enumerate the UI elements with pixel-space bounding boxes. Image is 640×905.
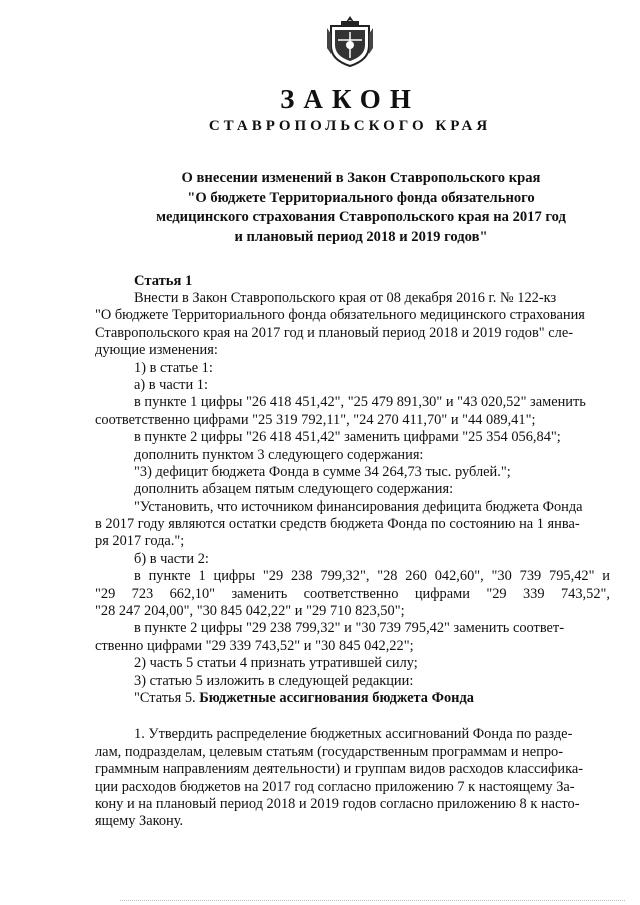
text-line: 1. Утвердить распределение бюджетных ассигнований Фонда по разде-: [134, 726, 573, 743]
text-line: Ставропольского края на 2017 год и плановый период 2018 и 2019 годов" сле-: [95, 324, 574, 341]
text-line: Внести в Закон Ставропольского края от 08 декабря 2016 г. № 122-кз: [134, 290, 557, 306]
law-region: СТАВРОПОЛЬСКОГО КРАЯ: [208, 118, 492, 134]
text-line: в пункте 2 цифры "29 238 799,32" и "30 739 795,42" заменить соответ-: [134, 620, 565, 637]
scan-edge: [120, 900, 625, 901]
text-line: в пункте 1 цифры "26 418 451,42", "25 479 891,30" и "43 020,52" заменить: [134, 394, 586, 411]
text-line: соответственно цифрами "25 319 792,11", "24 270 411,70" и "44 089,41";: [95, 411, 536, 428]
text-line: "28 247 204,00", "30 845 042,22" и "29 710 823,50";: [95, 603, 405, 620]
text-line: ящему Закону.: [95, 813, 184, 830]
text-line: в пункте 2 цифры "26 418 451,42" заменить цифрами "25 354 056,84";: [134, 429, 561, 446]
text-line: "Установить, что источником финансирования дефицита бюджета Фонда: [134, 498, 583, 515]
document-body: [95, 290, 610, 831]
text-line: кону и на плановый период 2018 и 2019 годов согласно приложению 8 к насто-: [95, 795, 580, 812]
text-line: в пункте 1 цифры "29 238 799,32", "28 260 042,60", "30 739 795,42" и: [134, 568, 610, 585]
text-line: "29 723 662,10" заменить соответственно цифрами "29 339 743,52",: [95, 585, 610, 602]
article-5-prefix: "Статья 5.: [134, 689, 200, 706]
text-line: 1) в статье 1:: [134, 359, 213, 376]
text-line: ции расходов бюджетов на 2017 год согласно приложению 7 к настоящему За-: [95, 778, 575, 795]
article-title: Статья 1: [134, 273, 193, 289]
document-heading: [130, 169, 592, 247]
law-title: ЗАКОН: [280, 84, 420, 114]
text-line: б) в части 2:: [134, 550, 209, 567]
text-line: дующие изменения:: [95, 342, 218, 359]
heading-line: и плановый период 2018 и 2019 годов": [234, 228, 488, 245]
text-line: в 2017 году являются остатки средств бюджета Фонда по состоянию на 1 янва-: [95, 516, 580, 533]
coat-of-arms-icon: [327, 14, 373, 68]
text-line: ственно цифрами "29 339 743,52" и "30 845 042,22";: [95, 637, 414, 654]
heading-line: медицинского страхования Ставропольского края на 2017 год: [156, 209, 566, 225]
text-line: а) в части 1:: [134, 376, 208, 393]
text-line: [95, 690, 610, 707]
article-5-title: Бюджетные ассигнования бюджета Фонда: [199, 689, 474, 706]
text-line: "О бюджете Территориального фонда обязательного медицинского страхования: [95, 307, 585, 324]
text-line: 2) часть 5 статьи 4 признать утратившей силу;: [134, 655, 418, 672]
heading-line: "О бюджете Территориального фонда обязательного: [187, 189, 535, 206]
text-line: лам, подразделам, целевым статьям (государственным программам и непро-: [95, 743, 564, 760]
text-line: дополнить абзацем пятым следующего содержания:: [134, 481, 454, 498]
text-line: дополнить пунктом 3 следующего содержания:: [134, 446, 424, 463]
text-line: 3) статью 5 изложить в следующей редакции:: [134, 672, 414, 689]
text-line: "3) дефицит бюджета Фонда в сумме 34 264,73 тыс. рублей.";: [134, 463, 511, 480]
heading-line: О внесении изменений в Закон Ставропольского края: [181, 170, 541, 186]
text-line: ря 2017 года.";: [95, 533, 185, 550]
paragraph-gap: [95, 707, 610, 726]
text-line: граммным направлениям деятельности) и группам видов расходов классифика-: [95, 761, 584, 778]
